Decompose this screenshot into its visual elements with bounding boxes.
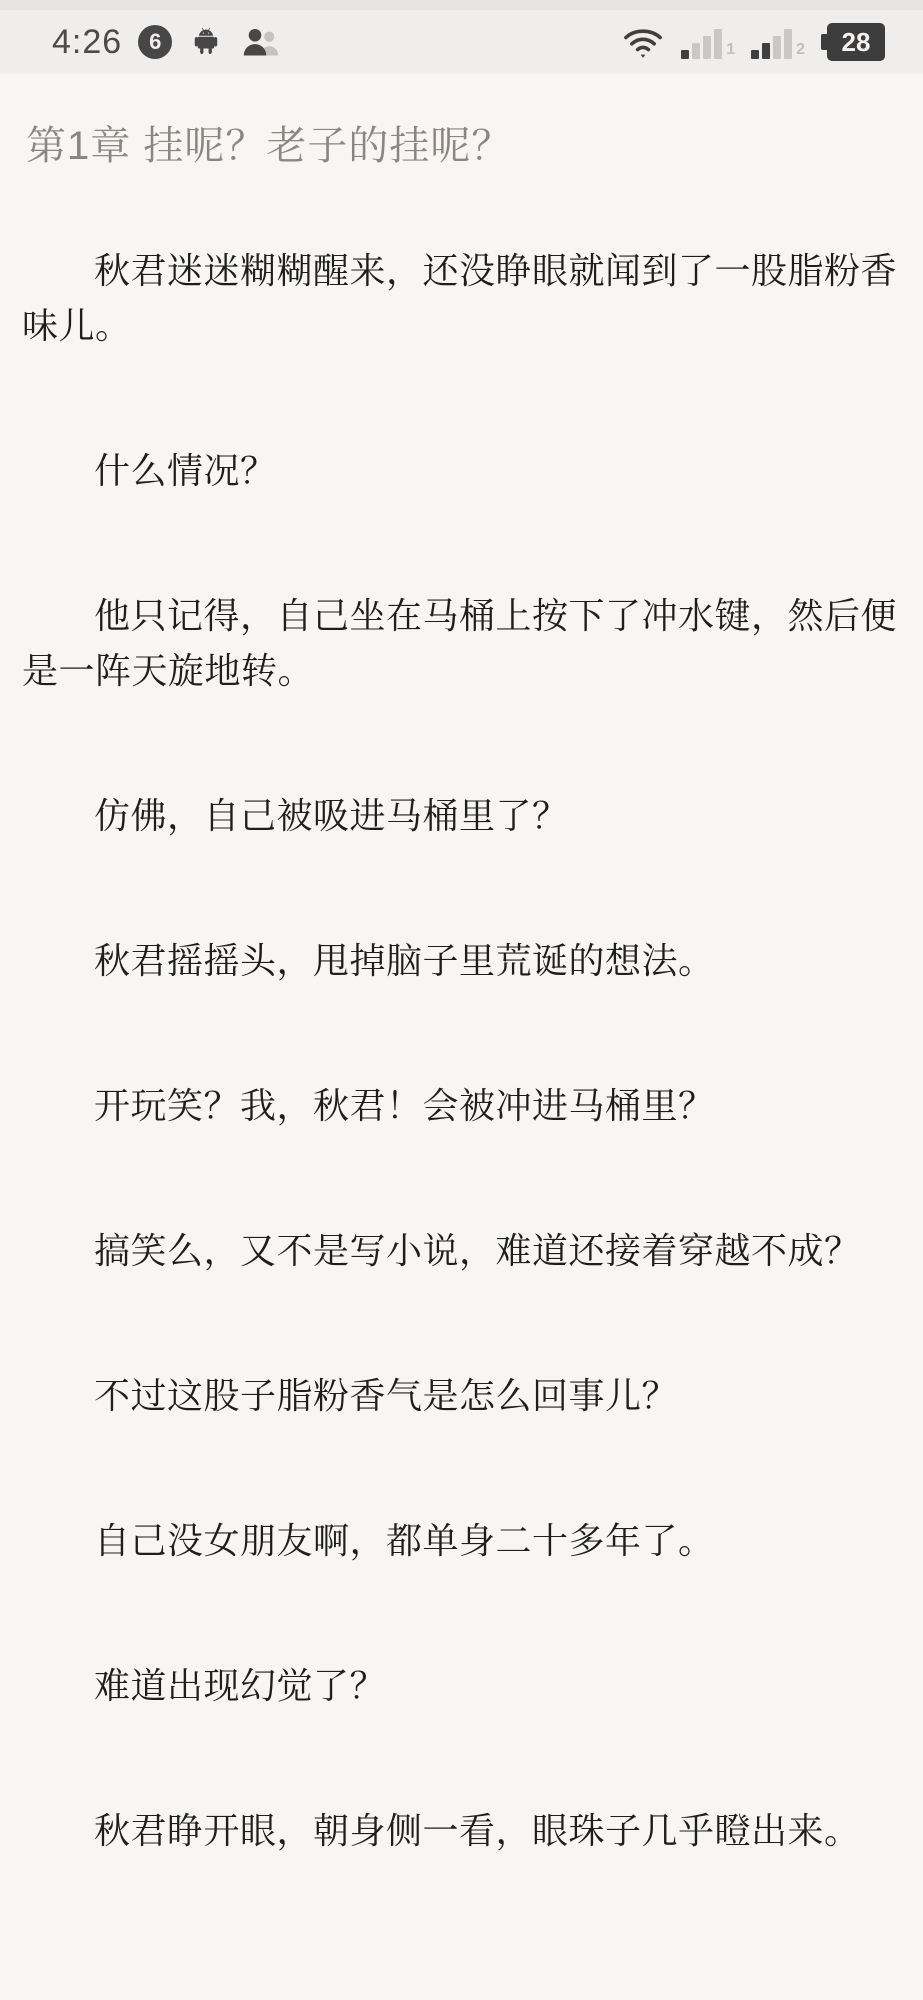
- notification-count-icon: 6: [138, 25, 172, 59]
- battery-percent: 28: [827, 23, 885, 61]
- android-icon: [188, 24, 224, 60]
- paragraph: 不过这股子脂粉香气是怎么回事儿？: [94, 1375, 679, 1416]
- paragraph: 秋君迷迷糊糊醒来，还没睁眼就闻到了一股脂粉香味儿。: [22, 250, 898, 346]
- paragraph: 秋君睁开眼，朝身侧一看，眼珠子几乎瞪出来。: [94, 1810, 861, 1851]
- chapter-body: [22, 243, 899, 1858]
- paragraph: 搞笑么，又不是写小说，难道还接着穿越不成？: [94, 1230, 861, 1271]
- paragraph: 自己没女朋友啊，都单身二十多年了。: [94, 1520, 715, 1561]
- reader-page[interactable]: [0, 114, 923, 1858]
- clock-time: 4:26: [52, 22, 123, 61]
- status-bar: [0, 10, 923, 74]
- signal-sim1-icon: [681, 25, 735, 59]
- battery-icon: [821, 23, 885, 61]
- wifi-icon: [621, 24, 665, 60]
- paragraph: 难道出现幻觉了？: [94, 1665, 387, 1706]
- paragraph: 开玩笑？我，秋君！会被冲进马桶里？: [94, 1085, 715, 1126]
- chapter-title: 第1章 挂呢？老子的挂呢？: [26, 124, 513, 168]
- paragraph: 他只记得，自己坐在马桶上按下了冲水键，然后便是一阵天旋地转。: [22, 595, 898, 691]
- sim1-number: 1: [726, 41, 736, 58]
- paragraph: 什么情况？: [94, 450, 277, 491]
- screen-top-strip: [0, 0, 923, 10]
- signal-sim2-icon: [751, 25, 805, 59]
- sim2-number: 2: [796, 41, 805, 58]
- paragraph: 仿佛，自己被吸进马桶里了？: [94, 795, 569, 836]
- paragraph: 秋君摇摇头，甩掉脑子里荒诞的想法。: [94, 940, 715, 981]
- contacts-icon: [240, 25, 282, 59]
